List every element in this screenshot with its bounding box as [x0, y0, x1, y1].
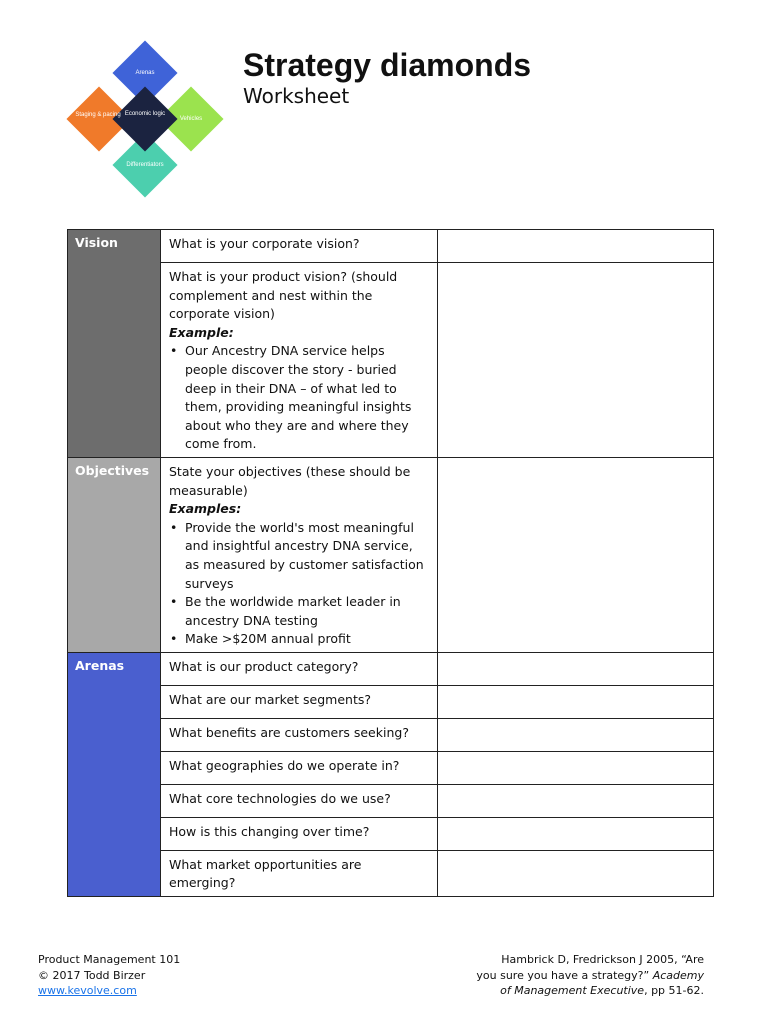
citation-line-2 — [476, 968, 704, 984]
example-label: Example: — [169, 324, 234, 340]
answer-cell[interactable] — [438, 685, 714, 718]
answer-cell[interactable] — [438, 230, 714, 263]
page-title: Strategy diamonds — [243, 47, 532, 83]
answer-cell[interactable] — [438, 784, 714, 817]
citation-pages: , pp 51-62. — [644, 984, 704, 997]
question-cell: What core technologies do we use? — [161, 784, 438, 817]
arenas-label: Arenas — [68, 652, 161, 896]
answer-cell[interactable] — [438, 817, 714, 850]
question-cell: What is your corporate vision? — [161, 230, 438, 263]
answer-cell[interactable] — [438, 652, 714, 685]
question-cell: How is this changing over time? — [161, 817, 438, 850]
vehicles-diamond-label: Vehicles — [179, 116, 203, 122]
objectives-label: Objectives — [68, 457, 161, 652]
question-cell: What geographies do we operate in? — [161, 751, 438, 784]
table-row — [68, 230, 714, 263]
list-item: • Be the worldwide market leader in ancestry DNA testing — [185, 593, 429, 630]
table-row — [68, 685, 714, 718]
table-row — [68, 652, 714, 685]
table-row — [68, 457, 714, 652]
list-item: • Make >$20M annual profit — [185, 630, 429, 649]
title-block — [243, 46, 531, 108]
vision-label: Vision — [68, 230, 161, 458]
question-text: What is your product vision? (should complement and nest within the corporate vision) — [169, 269, 398, 322]
footer-left — [38, 952, 180, 999]
answer-cell[interactable] — [438, 457, 714, 652]
footer-citation — [476, 952, 704, 999]
footer-course: Product Management 101 — [38, 953, 181, 966]
economic-logic-diamond-label: Economic logic — [124, 111, 166, 117]
table-row — [68, 817, 714, 850]
question-cell — [161, 263, 438, 458]
citation-journal-part-2: of Management Executive — [500, 984, 645, 997]
examples-label: Examples: — [169, 501, 242, 517]
citation-line-3 — [476, 983, 704, 999]
list-item: • Our Ancestry DNA service helps people discover the story - buried deep in their DNA – of what led to them, providing meaningful insights about who they are and where they come from. — [185, 342, 429, 454]
differentiators-diamond-label: Differentiators — [126, 162, 164, 168]
citation-article-title: you sure you have a strategy?” — [476, 968, 650, 982]
page-subtitle: Worksheet — [243, 84, 350, 108]
example-list — [169, 342, 429, 454]
answer-cell[interactable] — [438, 718, 714, 751]
example-list — [169, 519, 429, 649]
question-cell: What market opportunities are emerging? — [161, 850, 438, 896]
table-row — [68, 850, 714, 896]
answer-cell[interactable] — [438, 850, 714, 896]
question-cell: What are our market segments? — [161, 685, 438, 718]
table-row — [68, 784, 714, 817]
question-cell: What is our product category? — [161, 652, 438, 685]
footer-copyright: © 2017 Todd Birzer — [38, 968, 146, 982]
citation-line-1: Hambrick D, Fredrickson J 2005, “Are — [501, 953, 704, 966]
arenas-diamond-label: Arenas — [135, 70, 155, 76]
staging-diamond-label: Staging & pacing — [75, 112, 121, 118]
list-item: • Provide the world's most meaningful and insightful ancestry DNA service, as measured by customer satisfaction surveys — [185, 519, 429, 593]
worksheet-table — [67, 229, 714, 897]
answer-cell[interactable] — [438, 751, 714, 784]
table-row — [68, 718, 714, 751]
table-row — [68, 263, 714, 458]
footer-link[interactable]: www.kevolve.com — [38, 984, 137, 997]
strategy-diamond-diagram — [60, 40, 230, 200]
question-text: State your objectives (these should be measurable) — [169, 463, 411, 498]
question-cell: What benefits are customers seeking? — [161, 718, 438, 751]
answer-cell[interactable] — [438, 263, 714, 458]
table-row — [68, 751, 714, 784]
question-cell — [161, 457, 438, 652]
citation-journal-part-1: Academy — [652, 968, 704, 982]
